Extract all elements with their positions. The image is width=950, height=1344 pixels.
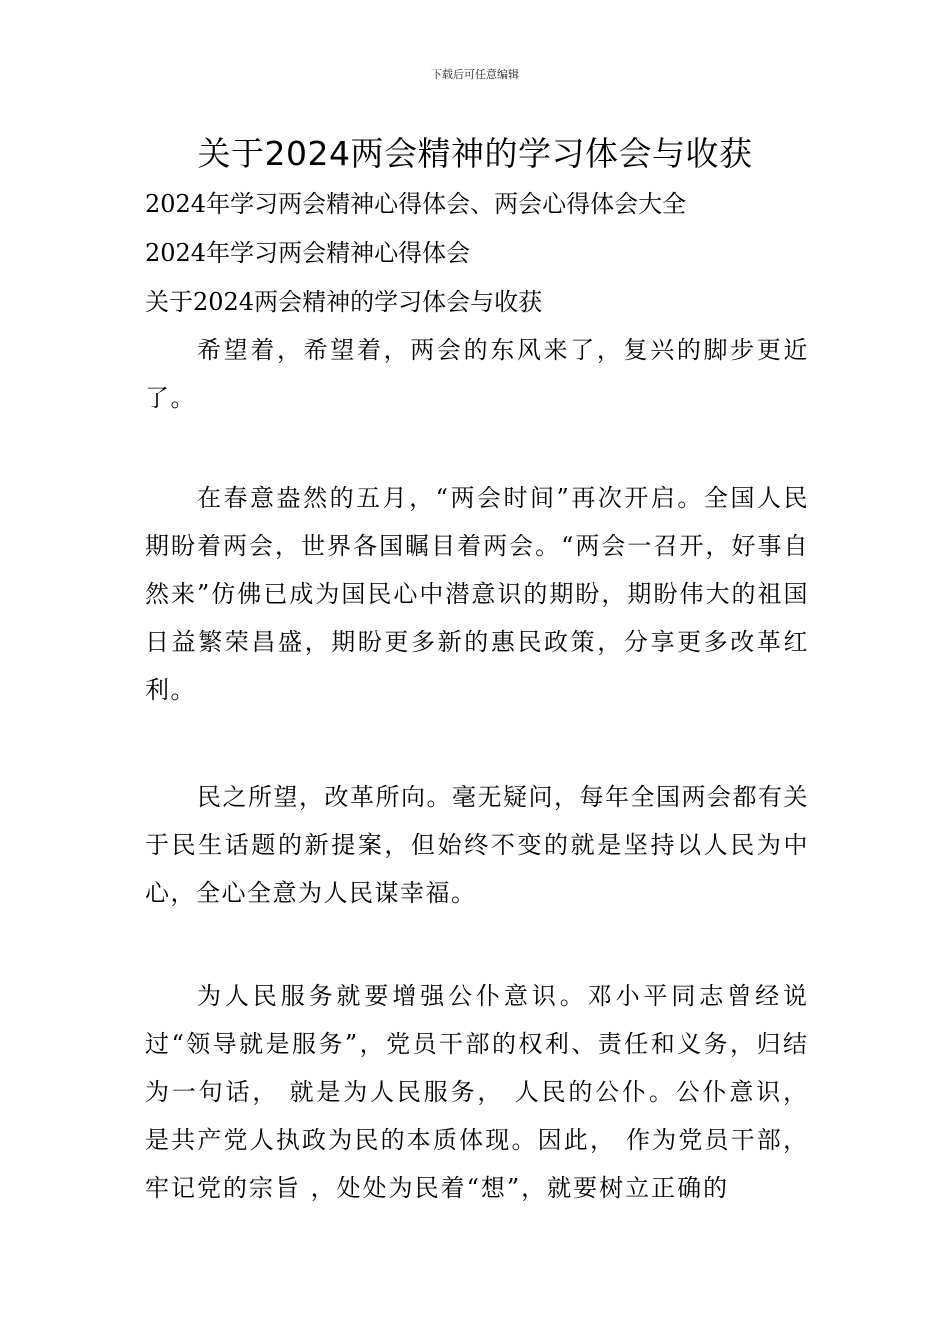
- subtitle-line: 关于2024两会精神的学习体会与收获: [145, 288, 543, 316]
- body-paragraph: 在春意盎然的五月，“两会时间”再次开启。全国人民期盼着两会，世界各国瞩目着两会。“两会一召开，好事自然来”仿佛已成为国民心中潜意识的期盼，期盼伟大的祖国日益繁荣昌盛，期盼更多新的惠民政策，分享更多改革红利。: [145, 484, 809, 704]
- body-paragraph: 为人民服务就要增强公仆意识。邓小平同志曾经说过“领导就是服务”，党员干部的权利、责任和义务，归结为一句话， 就是为人民服务， 人民的公仆。公仆意识，是共产党人执政为民的本质体现。因此， 作为党员干部，牢记党的宗旨 ，处处为民着“想”，就要树立正确的: [145, 982, 809, 1202]
- body-paragraph: 民之所望，改革所向。毫无疑问，每年全国两会都有关于民生话题的新提案，但始终不变的就是坚持以人民为中心，全心全意为人民谋幸福。: [145, 783, 809, 907]
- body-paragraph: 希望着，希望着，两会的东风来了，复兴的脚步更近了。: [145, 336, 809, 412]
- subtitle-line: 2024年学习两会精神心得体会: [145, 239, 471, 267]
- header-note: 下载后可任意编辑: [431, 68, 519, 81]
- subtitle-line: 2024年学习两会精神心得体会、两会心得体会大全: [145, 190, 687, 218]
- document-title: 关于2024两会精神的学习体会与收获: [197, 134, 753, 173]
